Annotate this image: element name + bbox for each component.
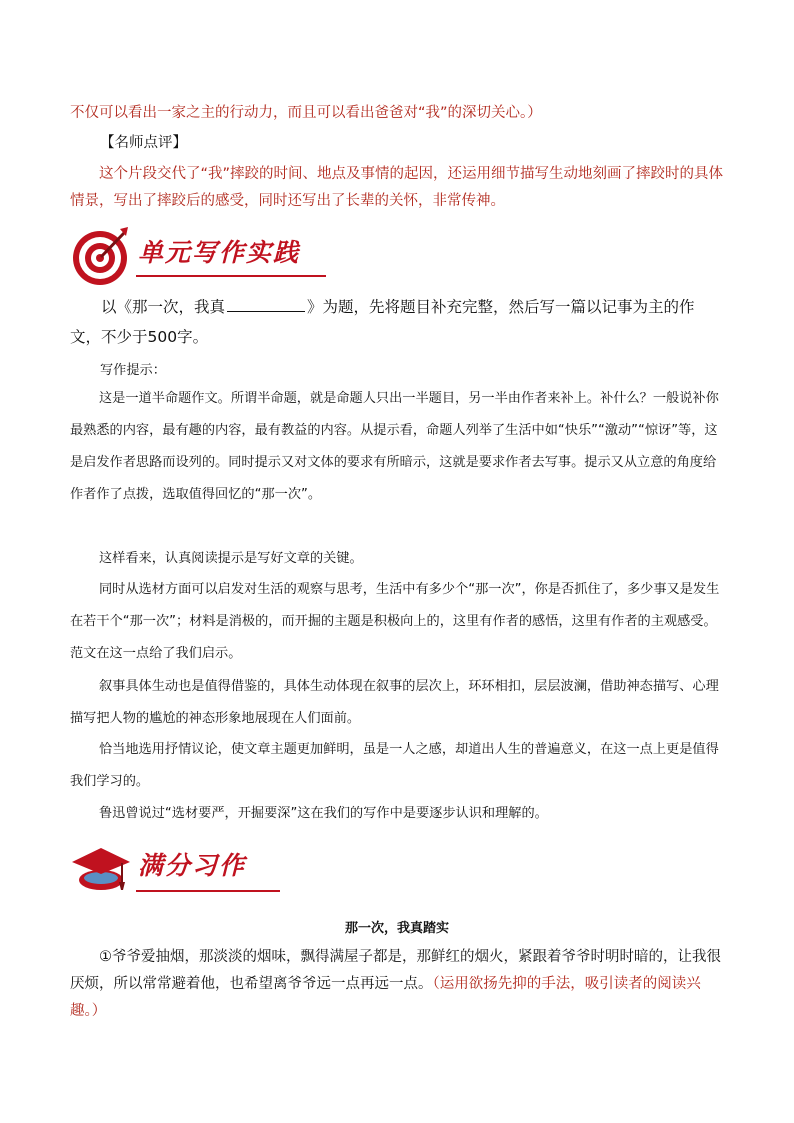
target-icon — [70, 225, 132, 287]
tips-label: 写作提示： — [100, 363, 166, 378]
tip-paragraph: 恰当地选用抒情议论，使文章主题更加鲜明，虽是一人之感，却道出人生的普遍意义，在这一点上更是值得我们学习的。 — [70, 742, 719, 789]
section-title: 满分习作 — [138, 851, 247, 880]
writing-prompt: 以《那一次，我真 》为题，先将题目补充完整，然后写一篇以记事为主的作文，不少于500字。 — [70, 298, 695, 346]
comment-label: 【名师点评】 — [100, 135, 187, 151]
graduation-cap-icon — [70, 840, 132, 902]
essay-paragraph: ①爷爷爱抽烟，那淡淡的烟味，飘得满屋子都是，那鲜红的烟火，紧跟着爷爷时明时暗的，让我很厌烦，所以常常避着他，也希望离爷爷远一点再远一点。（运用欲扬先抑的手法，吸引读者的阅读兴趣。） — [70, 949, 721, 1019]
title-blank — [227, 297, 305, 312]
section-title: 单元写作实践 — [138, 238, 301, 267]
essay-title: 那一次，我真踏实 — [344, 921, 449, 936]
comment-text: 这个片段交代了“我”摔跤的时间、地点及事情的起因，还运用细节描写生动地刻画了摔跤时的具体情景，写出了摔跤后的感受，同时还写出了长辈的关怀，非常传神。 — [70, 166, 724, 209]
intro-paragraph: 不仅可以看出一家之主的行动力，而且可以看出爸爸对“我”的深切关心。） — [70, 105, 542, 121]
section-underline — [136, 890, 280, 892]
section-heading-model-essay — [70, 840, 300, 900]
essay-annotation: （运用欲扬先抑的手法，吸引读者的阅读兴趣。） — [70, 976, 701, 1019]
tip-paragraph: 叙事具体生动也是值得借鉴的，具体生动体现在叙事的层次上，环环相扣，层层波澜，借助神态描写、心理描写把人物的尴尬的神态形象地展现在人们面前。 — [70, 679, 719, 726]
section-underline — [136, 275, 326, 277]
section-heading-practice — [70, 225, 340, 285]
tip-paragraph: 这是一道半命题作文。所谓半命题，就是命题人只出一半题目，另一半由作者来补上。补什么？一般说补你最熟悉的内容，最有趣的内容，最有教益的内容。从提示看，命题人列举了生活中如“快乐”“激动”“惊讶”等，这是启发作者思路而设列的。同时提示又对文体的要求有所暗示，这就是要求作者去写事。提示又从立意的角度给作者作了点拨，选取值得回忆的“那一次”。 — [70, 391, 719, 502]
tip-paragraph: 鲁迅曾说过“选材要严，开掘要深”这在我们的写作中是要逐步认识和理解的。 — [99, 806, 548, 821]
tip-paragraph: 这样看来，认真阅读提示是写好文章的关键。 — [99, 551, 363, 566]
tip-paragraph: 同时从选材方面可以启发对生活的观察与思考，生活中有多少个“那一次”，你是否抓住了，多少事又是发生在若干个“那一次”；材料是消极的，而开掘的主题是积极向上的，这里有作者的感悟，这里有作者的主观感受。范文在这一点给了我们启示。 — [70, 582, 720, 661]
